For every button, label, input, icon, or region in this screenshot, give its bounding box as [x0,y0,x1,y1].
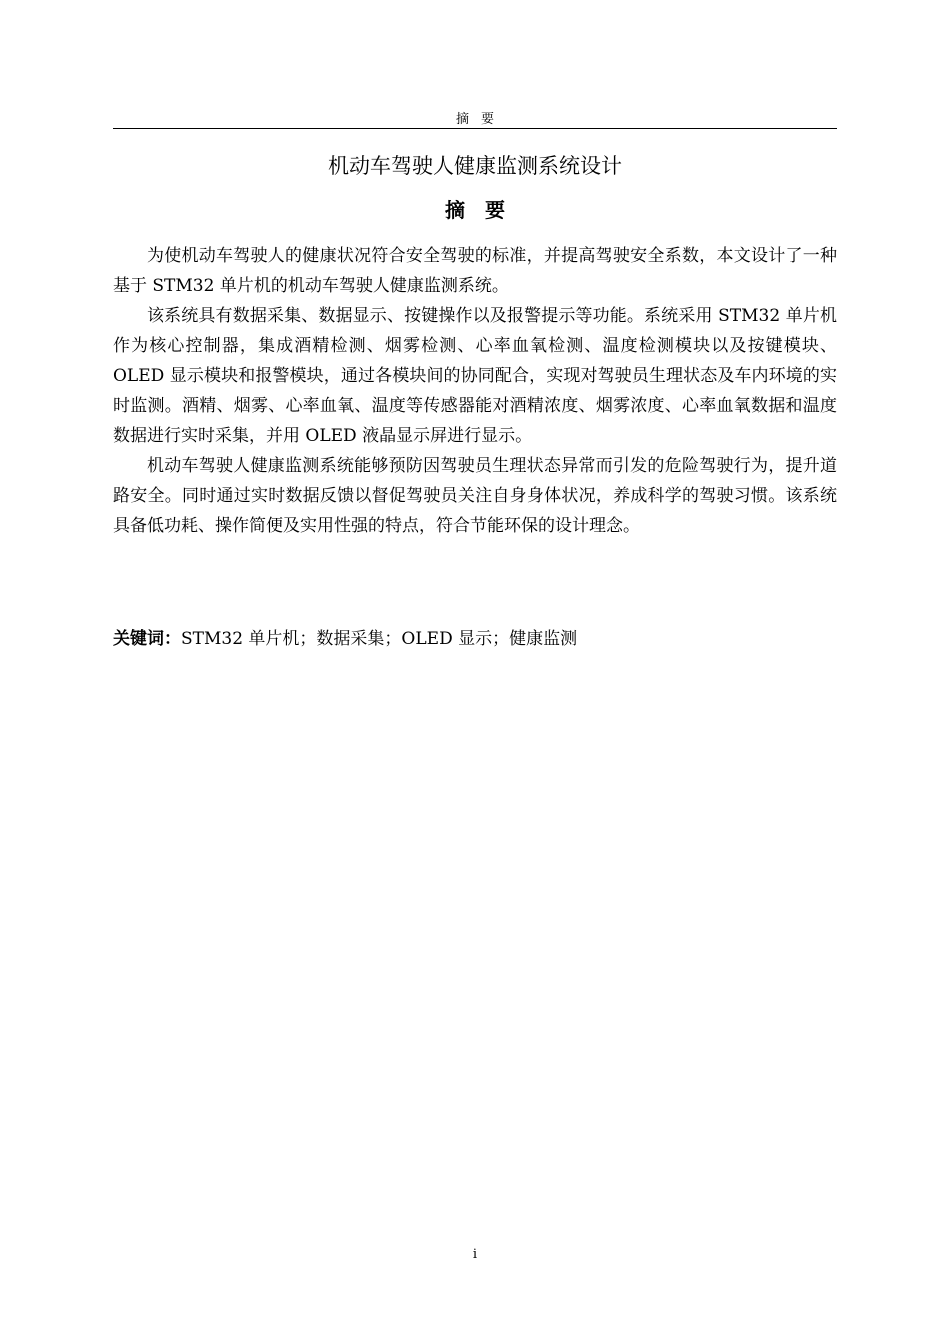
abstract-paragraph: 机动车驾驶人健康监测系统能够预防因驾驶员生理状态异常而引发的危险驾驶行为，提升道路安全。同时通过实时数据反馈以督促驾驶员关注自身身体状况，养成科学的驾驶习惯。该系统具备低功耗、操作简便及实用性强的特点，符合节能环保的设计理念。 [113,456,837,536]
keywords-line [113,624,837,654]
running-header: 摘要 [455,112,506,127]
keywords-label: 关键词： [113,629,181,649]
page-number: i [472,1247,478,1262]
abstract-paragraph: 为使机动车驾驶人的健康状况符合安全驾驶的标准，并提高驾驶安全系数，本文设计了一种基于 STM32 单片机的机动车驾驶人健康监测系统。 [113,246,837,296]
document-title: 机动车驾驶人健康监测系统设计 [328,154,622,178]
header-rule [113,128,837,129]
abstract-heading: 摘要 [445,198,525,222]
keywords-text: STM32 单片机；数据采集；OLED 显示；健康监测 [181,629,578,649]
abstract-body [113,241,837,541]
abstract-paragraph: 该系统具有数据采集、数据显示、按键操作以及报警提示等功能。系统采用 STM32 单片机作为核心控制器，集成酒精检测、烟雾检测、心率血氧检测、温度检测模块以及按键模块、OLED 显示模块和报警模块，通过各模块间的协同配合，实现对驾驶员生理状态及车内环境的实时监测。酒精、烟雾、心率血氧、温度等传感器能对酒精浓度、烟雾浓度、心率血氧数据和温度数据进行实时采集，并用 OLED 液晶显示屏进行显示。 [113,306,837,446]
